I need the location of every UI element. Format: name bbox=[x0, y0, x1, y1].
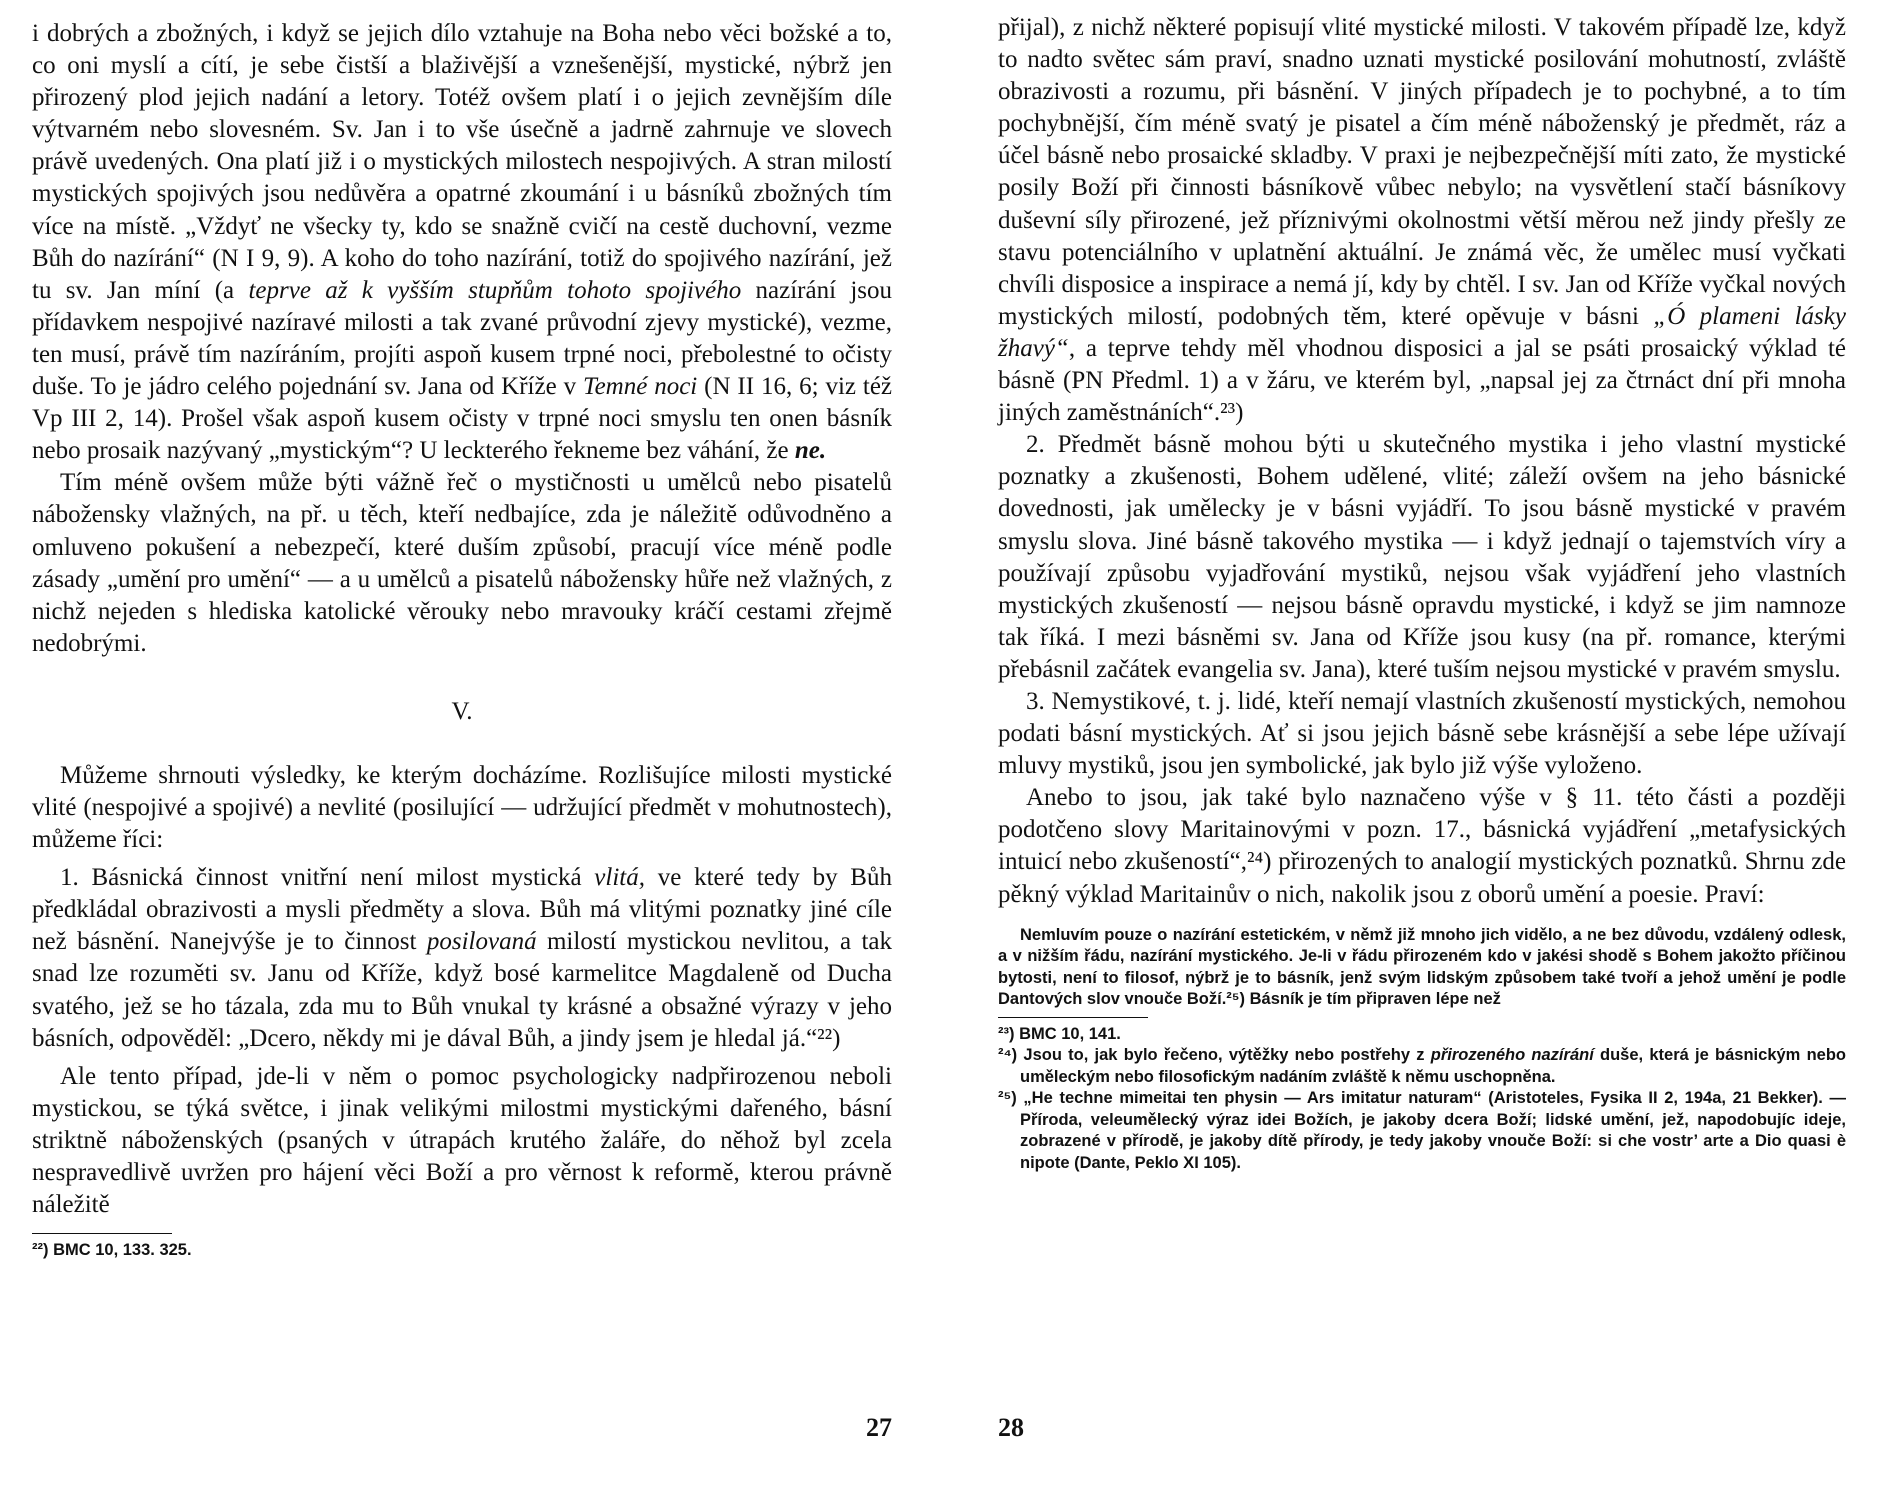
footnote-divider bbox=[32, 1233, 172, 1234]
right-paragraph-2: 2. Předmět básně mohou býti u skutečného mystika i jeho vlastní mystické poznatky a zkušenosti, Bohem udělené, vlité; záleží ovšem na jeho básnické dovednosti, jak umělecky je v básni vyjádří. To jsou básně mystické v pravém smyslu slova. Jiné básně takového mystika — i když jednají o tajemstvích víry a používají způsobu vyjadřování mystiků, nejsou však vyjádření jeho vlastních mystických zkušeností — nejsou básně opravdu mystické, i když se jim namnoze tak říká. I mezi básněmi sv. Jana od Kříže jsou kusy (na př. romance, kterými přebásnil začátek evangelia sv. Jana), které tuším nejsou mystické v pravém smyslu. bbox=[998, 431, 1846, 683]
left-paragraph-5: Ale tento případ, jde-li v něm o pomoc psychologicky nadpřirozenou neboli mystickou, se týká světce, i jinak velikými milostmi mystickými dařeného, básní striktně náboženských (psaných v útrapách krutého žaláře, do něhož byl zcela nespravedlivě uvržen pro hájení věci Boží a pro věrnost k reformě, kterou právně náležitě bbox=[32, 1062, 892, 1219]
page-number-left: 27 bbox=[866, 1413, 892, 1442]
italic-run: Temné noci bbox=[582, 373, 698, 401]
text-run: i dobrých a zbožných, i když se jejich dílo vztahuje na Boha nebo věci božské a to, co oni myslí a cítí, je sebe čistší a blaživější a vznešenější, mystické, nýbrž jen přirozený plod jejich nadání a letory. Totéž ovšem platí i o jejich zevnějším díle výtvarném nebo slovesném. Sv. Jan i to vše úsečně a jadrně zahrnuje ve slovech právě uvedených. Ona platí již i o mystických milostech nespojivých. A stran milostí mystických spojivých jsou nedůvěra a opatrné zkoumání i u básníků zbožných tím více na místě. „Vždyť ne všecky ty, kdo se snažně cvičí na cestě duchovní, vezme Bůh do nazírání“ (N I 9, 9). A koho do toho nazírání, totiž do spojivého nazírání, jež tu sv. Jan míní (a bbox=[32, 20, 892, 304]
italic-run: vlitá, bbox=[594, 864, 645, 892]
italic-run: „Ó plameni lásky žhavý“ bbox=[998, 302, 1846, 362]
italic-run: ne. bbox=[794, 437, 827, 465]
italic-run: teprve až k vyšším stupňům tohoto spojivého bbox=[248, 276, 742, 304]
right-paragraph-3: 3. Nemystikové, t. j. lidé, kteří nemají vlastních zkušeností mystických, nemohou podati básní mystických. Ať si jsou jejich básně sebe krásnější a sebe lépe užívají mluvy mystiků, jsou jen symbolické, jak bylo již výše vyloženo. bbox=[998, 687, 1846, 780]
right-paragraph-continuation bbox=[998, 12, 1846, 429]
page-number-right: 28 bbox=[998, 1413, 1024, 1442]
right-paragraph-4: Anebo to jsou, jak také bylo naznačeno výše v § 11. této části a později podotčeno slovy Maritainovými v pozn. 17., básnická vyjádření „metafysických intuicí nebo zkušeností“,²⁴) přirozených to analogií mystických poznatků. Shrnu zde pěkný výklad Maritainův o nich, nakolik jsou z oborů umění a poesie. Praví: bbox=[998, 784, 1846, 908]
footnote-23: ²³) BMC 10, 141. bbox=[998, 1024, 1121, 1043]
text-run: , a teprve tehdy měl vhodnou disposici a jal se psáti prosaický výklad té básně (PN Předml. 1) a v žáru, ve kterém byl, „napsal jej za čtrnáct dní při mnoha jiných zaměstnáních“.²³) bbox=[998, 334, 1846, 427]
footnote-25: ²⁵) „He techne mimeitai ten physin — Ars imitatur naturam“ (Aristoteles, Fysika II 2, 194a, 21 Bekker). — Příroda, veleumělecký výraz idei Božích, je jakoby dcera Boží; lidské umění, jež, napodobujíc ideje, zobrazené v přírodě, je jakoby dítě přírody, je tedy jakoby vnouče Boží: si che vostr’ arte a Dio quasi è nipote (Dante, Peklo XI 105). bbox=[998, 1089, 1846, 1172]
italic-run: přirozeného nazírání bbox=[1430, 1046, 1594, 1065]
footnote-divider bbox=[998, 1017, 1148, 1018]
left-paragraph-4 bbox=[32, 862, 892, 1055]
block-quote: Nemluvím pouze o nazírání estetickém, v němž již mnoho jich vidělo, a ne bez důvodu, vzdálený odlesk, a v nižším řádu, nazírání mystického. Je-li v řádu přirozeném kdo v jakési shodě s Bohem jakožto příčinou bytosti, není to filosof, nýbrž je to básník, jenž svým lidským způsobem také tvoří a jehož umění je podle Dantových slov vnouče Boží.²⁵) Básník je tím připraven lépe než bbox=[998, 925, 1846, 1009]
left-paragraph-continuation bbox=[32, 18, 892, 467]
section-heading: V. bbox=[451, 697, 473, 725]
left-page bbox=[32, 0, 892, 1500]
text-run: 1. Básnická činnost vnitřní není milost mystická bbox=[60, 864, 595, 892]
italic-run: posilovaná bbox=[426, 928, 537, 956]
footnote-24 bbox=[998, 1045, 1846, 1088]
text-run: ²⁴) Jsou to, jak bylo řečeno, výtěžky nebo postřehy z bbox=[998, 1046, 1431, 1065]
text-run: přijal), z nichž některé popisují vlité mystické milosti. V takovém případě lze, když to nadto světec sám praví, snadno uznati mystické posilování mohutností, zvláště obrazivosti a rozumu, při básnění. V jiných případech je to pochybné, a to tím pochybnější, čím méně svatý je pisatel a čím méně náboženský je předmět, ráz a účel básně nebo prosaické skladby. V praxi je nejbezpečnější míti zato, že mystické posily Boží při činnosti básníkově vůbec nebylo; na vysvětlení stačí básníkovy duševní síly přirozené, jež příznivými okolnostmi větší měrou než jindy přešly ze stavu potenciálního v uplatnění aktuální. Je známá věc, že umělec musí vyčkati chvíli disposice a inspirace a nemá jí, kdy by chtěl. I sv. Jan od Kříže vyčkal nových mystických milostí, podobných těm, které opěvuje v básni bbox=[998, 14, 1846, 330]
text-run: ve které tedy by Bůh předkládal obrazivosti a mysli předměty a slova. Bůh má vlitými poznatky jiné cíle než básnění. Nanejvýše je to činnost bbox=[32, 864, 892, 956]
left-paragraph-3: Můžeme shrnouti výsledky, ke kterým docházíme. Rozlišujíce milosti mystické vlité (nespojivé a spojivé) a nevlité (posilující — udržující předmět v mohutnostech), můžeme říci: bbox=[32, 761, 892, 854]
left-paragraph-2: Tím méně ovšem může býti vážně řeč o mystičnosti u umělců nebo pisatelů nábožensky vlažných, na př. u těch, kteří nedbajíce, zda je náležitě odůvodněno a omluveno pokušení a nebezpečí, které duším způsobí, pracují více méně podle zásady „umění pro umění“ — a u umělců a pisatelů nábožensky hůře než vlažných, z nichž nejeden s hlediska katolické věrouky nebo mravouky kráčí cestami zřejmě nedobrými. bbox=[32, 469, 892, 657]
text-run: milostí mystickou nevlitou, a tak snad lze rozuměti sv. Janu od Kříže, když bosé karmelitce Magdaleně od Ducha svatého, jež se ho tázala, zda mu to Bůh vnukal ty krásné a obsažné výrazy v jeho básních, odpověděl: „Dcero, někdy mi je dával Bůh, a jindy jsem je hledal já.“²²) bbox=[32, 928, 892, 1052]
text-run: (N II 16, 6; viz též Vp III 2, 14). Prošel však aspoň kusem očisty v trpné noci smyslu ten onen básník nebo prosaik nazývaný „mystickým“? U leckterého řekneme bez váhání, že bbox=[32, 373, 893, 465]
text-run: nazírání jsou přídavkem nespojivé nazíravé milosti a tak zvané průvodní zjevy mystické), vezme, ten musí, právě tím nazíráním, projíti aspoň kusem trpné noci, přebolestné to očisty duše. To je jádro celého pojednání sv. Jana od Kříže v bbox=[32, 276, 893, 401]
text-run: duše, která je básnickým nebo uměleckým nebo filosofickým nadáním zvláště k němu uschopněna. bbox=[1020, 1046, 1846, 1086]
footnote-22: ²²) BMC 10, 133. 325. bbox=[32, 1241, 192, 1260]
right-page bbox=[998, 0, 1846, 1500]
